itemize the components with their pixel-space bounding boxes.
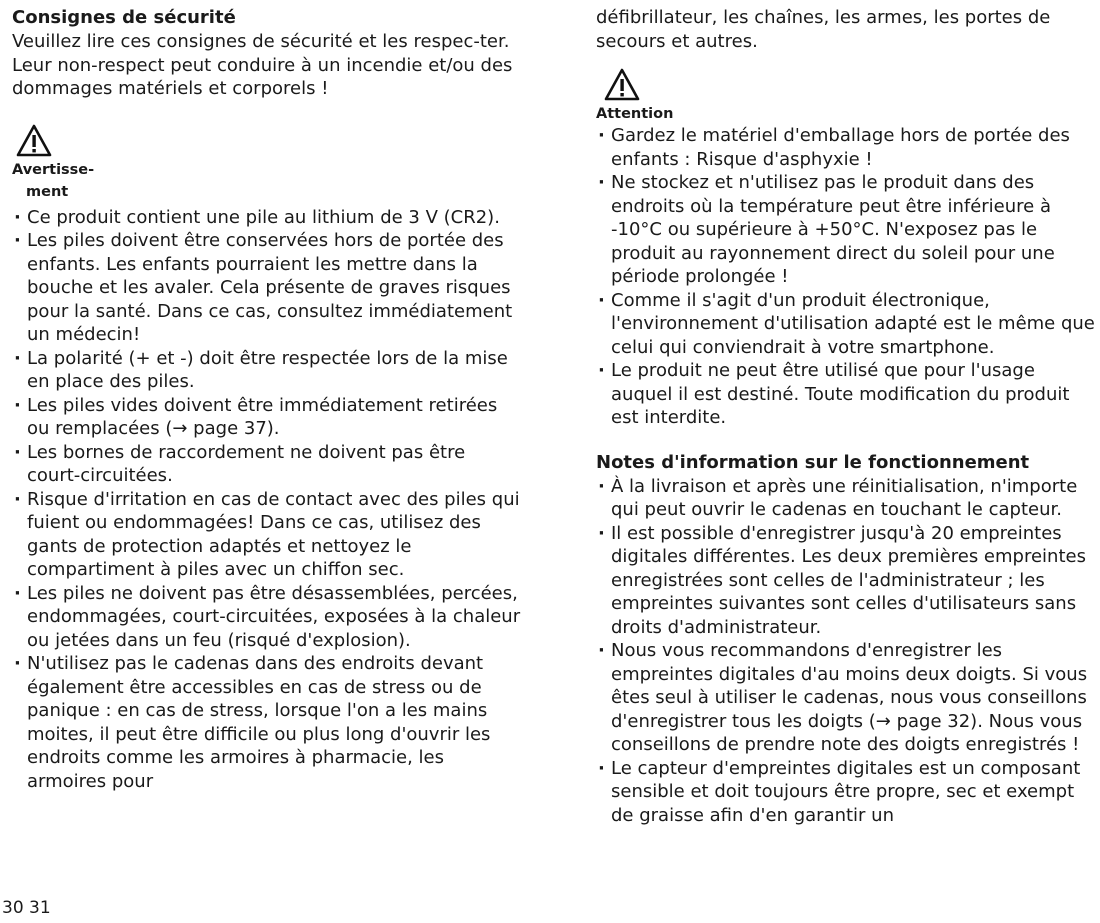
list-item: · La polarité (+ et -) doit être respectée lors de la mise en place des piles. xyxy=(12,347,522,394)
left-column xyxy=(12,0,522,793)
list-item: · Nous vous recommandons d'enregistrer les empreintes digitales d'au moins deux doigts. Si vous êtes seul à utiliser le cadenas, nous vous conseillons d'enregistrer tous les doigts (→ page 32). Nous vous conseillons de prendre note des doigts enregistrés ! xyxy=(596,639,1096,757)
list-item: · À la livraison et après une réinitialisation, n'importe qui peut ouvrir le cadenas en touchant le capteur. xyxy=(596,475,1096,522)
list-item: · Gardez le matériel d'emballage hors de portée des enfants : Risque d'asphyxie ! xyxy=(596,124,1096,171)
notes-title: Notes d'information sur le fonctionnement xyxy=(596,451,1030,473)
list-item: · Comme il s'agit d'un produit électronique, l'environnement d'utilisation adapté est le même que celui qui conviendrait à votre smartphone. xyxy=(596,289,1096,360)
list-item: · Risque d'irritation en cas de contact avec des piles qui fuient ou endommagées! Dans ce cas, utilisez des gants de protection adaptés et nettoyez le compartiment à piles avec un chiffon sec. xyxy=(12,488,522,582)
intro-paragraph: Veuillez lire ces consignes de sécurité et les respec-ter. Leur non-respect peut conduire à un incendie et/ou des dommages matériels et corporels ! xyxy=(12,31,513,99)
attention-list xyxy=(596,124,1096,430)
warning-block xyxy=(12,124,522,201)
list-item: · Les bornes de raccordement ne doivent pas être court-circuitées. xyxy=(12,441,522,488)
list-item: · Les piles doivent être conservées hors de portée des enfants. Les enfants pourraient les mettre dans la bouche et les avaler. Cela présente de graves risques pour la santé. Dans ce cas, consultez immédiatement un médecin! xyxy=(12,229,522,347)
attention-block xyxy=(596,68,1096,123)
warning-triangle-icon xyxy=(16,124,52,158)
warning-triangle-icon xyxy=(604,68,640,102)
list-item: · Il est possible d'enregistrer jusqu'à 20 empreintes digitales différentes. Les deux premières empreintes enregistrées sont celles de l'administrateur ; les empreintes suivantes sont celles d'utilisateurs sans droits d'administrateur. xyxy=(596,522,1096,640)
warning-label: Avertisse- ment xyxy=(12,161,95,200)
list-item: · Ne stockez et n'utilisez pas le produit dans des endroits où la température peut être inférieure à -10°C ou supérieure à +50°C. N'exposez pas le produit au rayonnement direct du soleil pour une période prolongée ! xyxy=(596,171,1096,289)
page-numbers: 30 31 xyxy=(2,898,51,918)
notes-list xyxy=(596,475,1096,828)
right-column xyxy=(596,0,1096,827)
list-item: · Les piles vides doivent être immédiatement retirées ou remplacées (→ page 37). xyxy=(12,394,522,441)
continued-text: défibrillateur, les chaînes, les armes, les portes de secours et autres. xyxy=(596,7,1051,52)
list-item: · Le capteur d'empreintes digitales est un composant sensible et doit toujours être propre, sec et exempt de graisse afin d'en garantir un xyxy=(596,757,1096,828)
list-item: · Les piles ne doivent pas être désassemblées, percées, endommagées, court-circuitées, exposées à la chaleur ou jetées dans un feu (risqué d'explosion). xyxy=(12,582,522,653)
list-item: · Ce produit contient une pile au lithium de 3 V (CR2). xyxy=(12,206,522,230)
warning-list xyxy=(12,206,522,794)
list-item: · Le produit ne peut être utilisé que pour l'usage auquel il est destiné. Toute modification du produit est interdite. xyxy=(596,359,1096,430)
attention-label: Attention xyxy=(596,106,674,122)
section-title: Consignes de sécurité xyxy=(12,7,236,28)
list-item: · N'utilisez pas le cadenas dans des endroits devant également être accessibles en cas de stress ou de panique : en cas de stress, lorsque l'on a les mains moites, il peut être difficile ou plus long d'ouvrir les endroits comme les armoires à pharmacie, les armoires pour xyxy=(12,652,522,793)
